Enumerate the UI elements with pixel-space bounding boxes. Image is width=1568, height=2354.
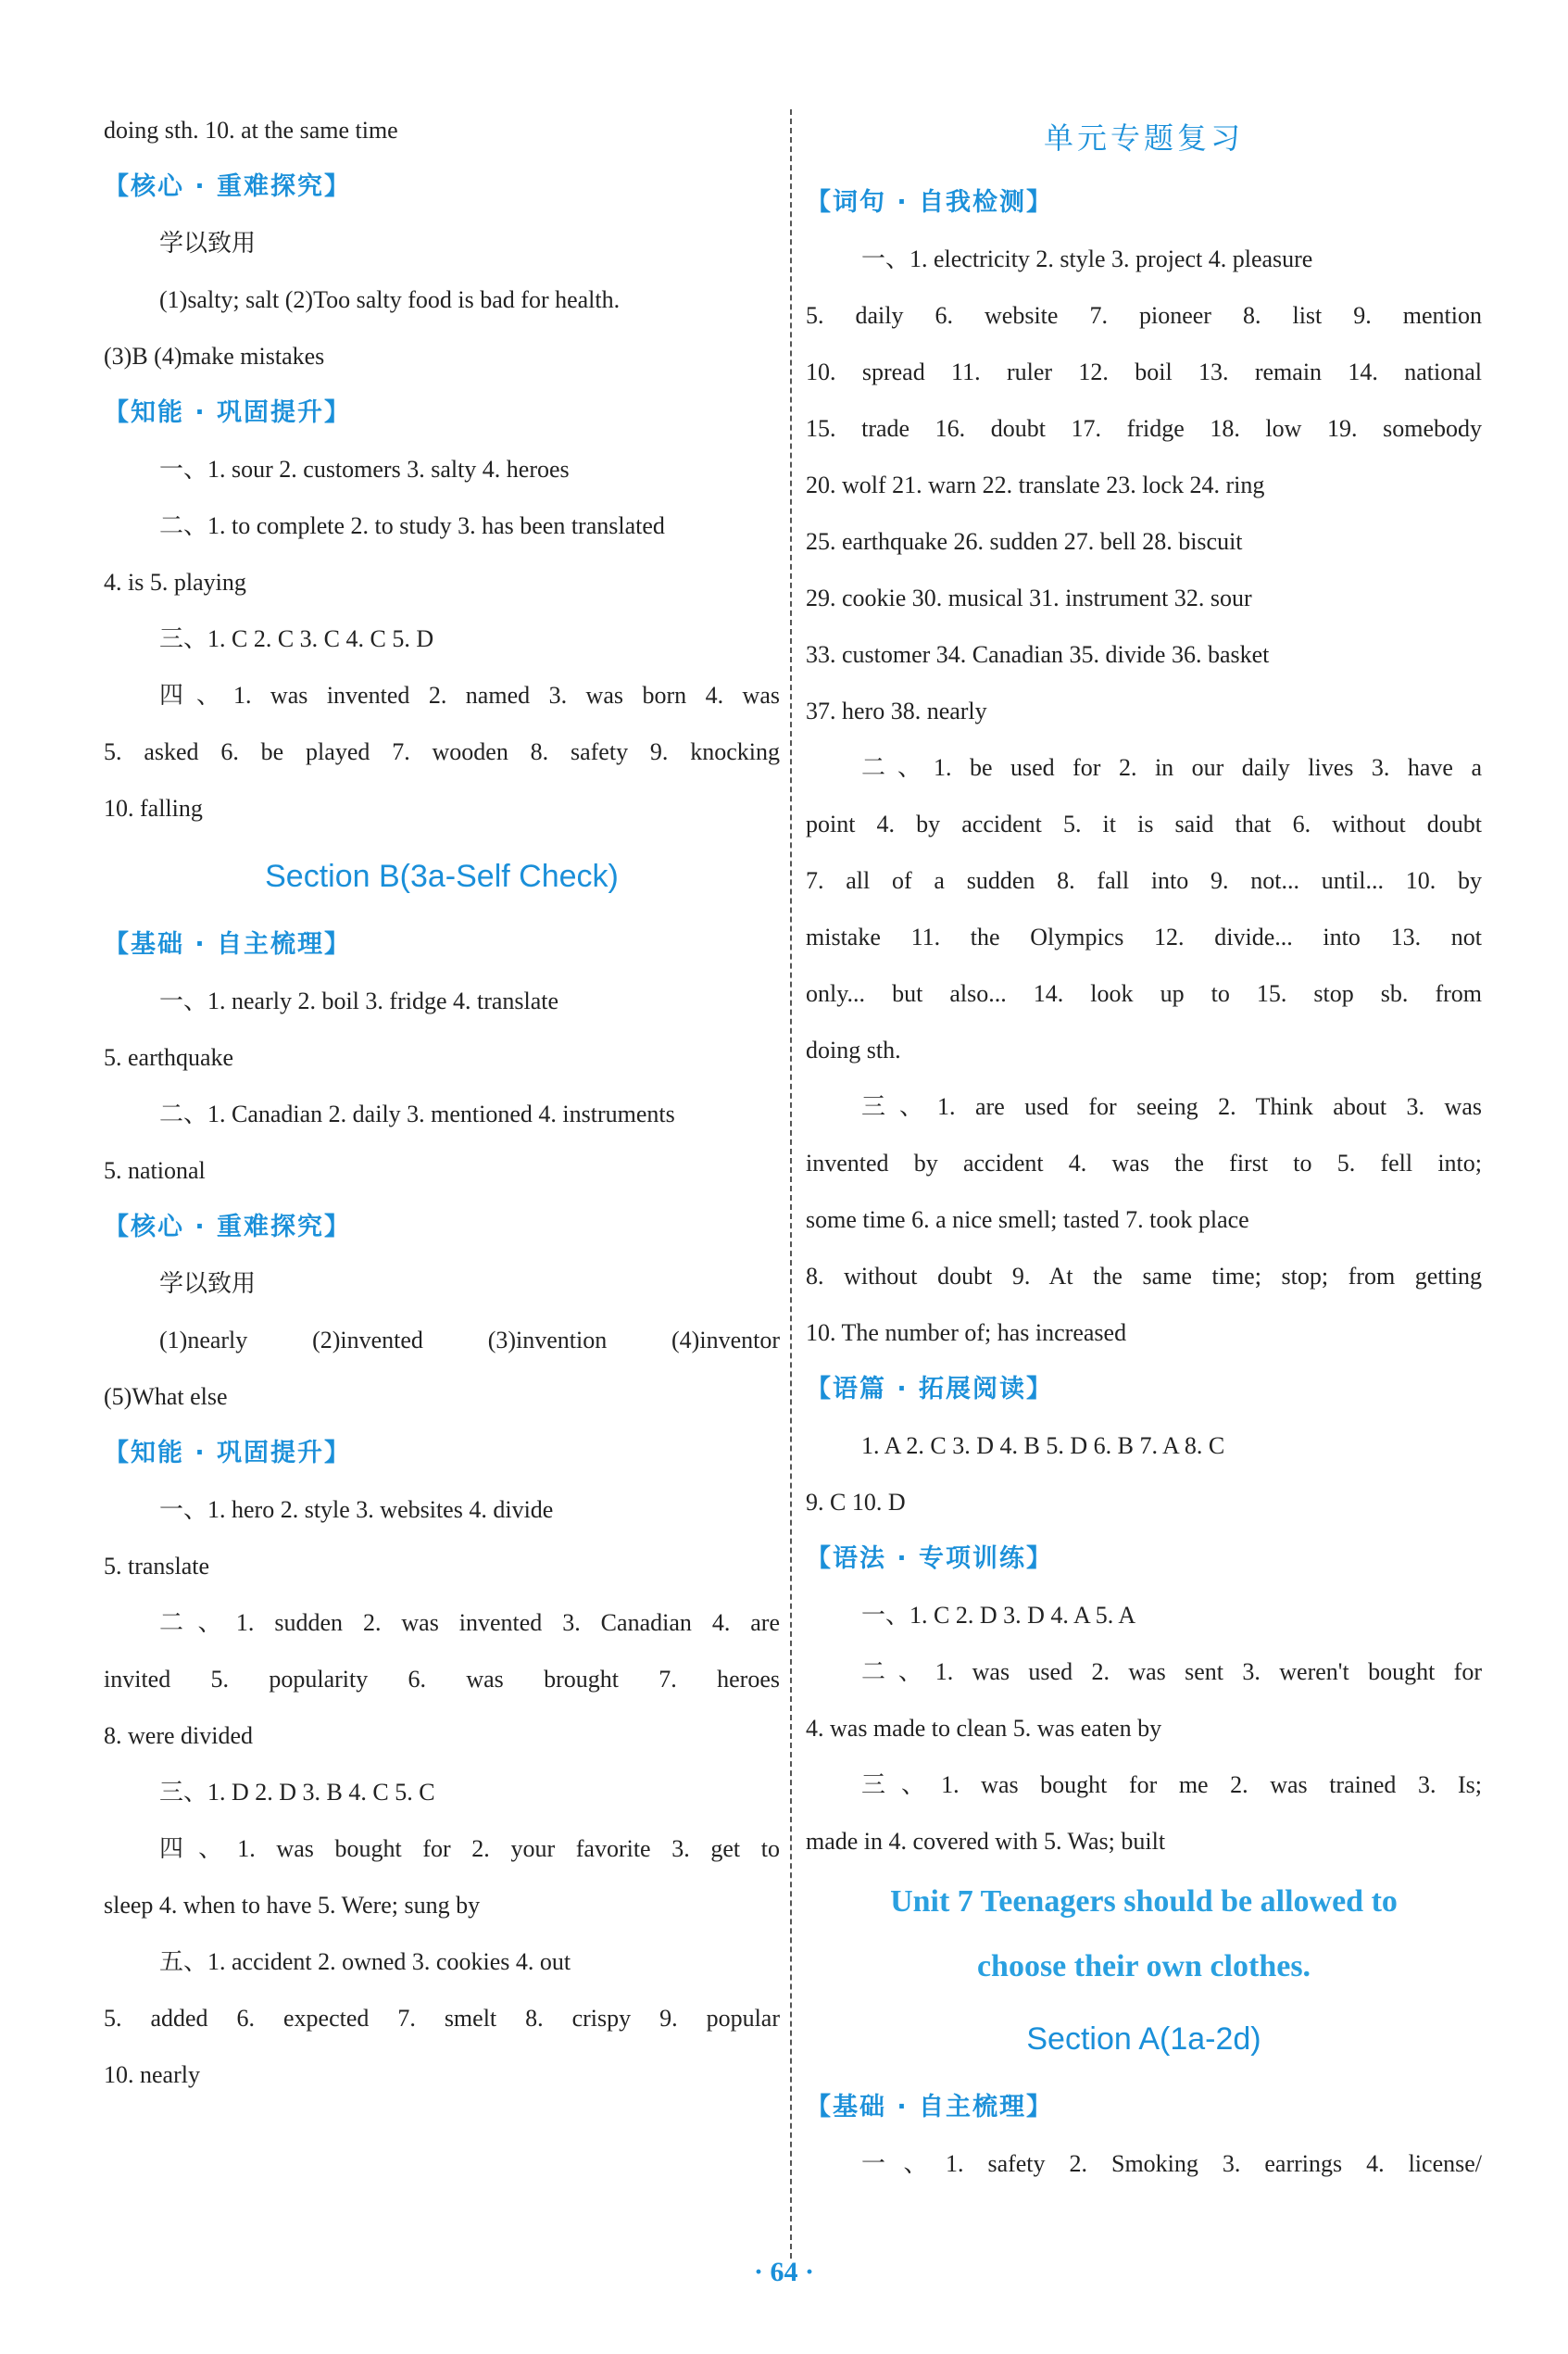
answer-line: 三、1. was bought for me 2. was trained 3. Is; [861,1771,1482,1798]
answer-line: 二、1. be used for 2. in our daily lives 3. have a [861,754,1482,781]
section-header: 【词句 · 自我检测】 [806,188,1054,217]
answer-line: 5. daily 6. website 7. pioneer 8. list 9. mention [806,302,1482,329]
answer-line: 一、1. electricity 2. style 3. project 4. pleasure [861,245,1313,272]
section-title: Section A(1a-2d) [1026,2021,1261,2057]
answer-line: 5. national [104,1157,206,1184]
section-header: 【基础 · 自主梳理】 [104,930,352,959]
answer-line: 20. wolf 21. warn 22. translate 23. lock 24. ring [806,472,1265,498]
answer-line: only... but also... 14. look up to 15. stop sb. from [806,980,1482,1007]
answer-line: 5. asked 6. be played 7. wooden 8. safety 9. knocking [104,738,780,765]
answer-line: 一、1. hero 2. style 3. websites 4. divide [159,1496,554,1523]
answer-line: 8. without doubt 9. At the same time; stop; from getting [806,1263,1482,1290]
answer-line: 10. falling [104,795,203,822]
right-column [806,102,1482,2192]
answer-line: 9. C 10. D [806,1489,906,1516]
answer-line: sleep 4. when to have 5. Were; sung by [104,1892,481,1919]
section-header: 【核心 · 重难探究】 [104,1213,352,1241]
answer-line: 三、1. C 2. C 3. C 4. C 5. D [159,625,434,652]
answer-line: 5. earthquake [104,1044,234,1071]
section-header: 【语法 · 专项训练】 [806,1544,1054,1573]
answer-line: invented by accident 4. was the first to 5. fell into; [806,1150,1482,1177]
section-title: Section B(3a-Self Check) [265,859,619,894]
answer-line: 一、1. C 2. D 3. D 4. A 5. A [861,1602,1136,1629]
section-header: 【基础 · 自主梳理】 [806,2093,1054,2121]
unit-title: choose their own clothes. [976,1949,1311,1983]
answer-line: (1)salty; salt (2)Too salty food is bad for health. [159,286,621,313]
answer-line: 29. cookie 30. musical 31. instrument 32. sour [806,585,1252,611]
answer-line: 二、1. Canadian 2. daily 3. mentioned 4. instruments [159,1101,675,1127]
unit-review-title: 单元专题复习 [1043,120,1244,156]
answer-line: (3)B (4)make mistakes [104,343,325,370]
left-column [104,102,780,2103]
answer-line: mistake 11. the Olympics 12. divide... into 13. not [806,924,1482,950]
answer-line: 33. customer 34. Canadian 35. divide 36. basket [806,641,1270,668]
answer-line: 一、1. sour 2. customers 3. salty 4. heroes [159,456,570,483]
answer-line: 三、1. are used for seeing 2. Think about 3. was [861,1093,1482,1120]
answer-line: 8. were divided [104,1722,254,1749]
answer-line: 四、1. was invented 2. named 3. was born 4. was [159,682,780,709]
answer-line: doing sth. [806,1037,901,1064]
answer-line: 二、1. sudden 2. was invented 3. Canadian 4. are [159,1609,780,1636]
page-number: · 64 · [753,2257,814,2287]
answer-line: (1)nearly (2)invented (3)invention (4)inventor [159,1327,780,1353]
answer-line: (5)What else [104,1383,228,1410]
answer-line: 二、1. was used 2. was sent 3. weren't bought for [861,1658,1482,1685]
answer-line: 四、1. was bought for 2. your favorite 3. get to [159,1835,780,1862]
answer-line: 5. translate [104,1553,210,1580]
answer-line: 7. all of a sudden 8. fall into 9. not... until... 10. by [806,867,1482,894]
answer-line: 三、1. D 2. D 3. B 4. C 5. C [159,1779,435,1806]
section-header: 【语篇 · 拓展阅读】 [806,1375,1054,1404]
answer-line: 一、1. safety 2. Smoking 3. earrings 4. license/ [861,2150,1482,2177]
answer-line: 37. hero 38. nearly [806,698,987,724]
answer-line: 5. added 6. expected 7. smelt 8. crispy 9. popular [104,2005,780,2032]
answer-line: 1. A 2. C 3. D 4. B 5. D 6. B 7. A 8. C [861,1432,1225,1459]
answer-line: 学以致用 [159,230,257,257]
answer-line: made in 4. covered with 5. Was; built [806,1828,1166,1855]
section-header: 【核心 · 重难探究】 [104,172,352,201]
answer-line: invited 5. popularity 6. was brought 7. heroes [104,1666,780,1693]
answer-line: 二、1. to complete 2. to study 3. has been translated [159,512,665,539]
answer-line: 10. spread 11. ruler 12. boil 13. remain 14. national [806,359,1482,385]
answer-line: point 4. by accident 5. it is said that 6. without doubt [806,811,1482,837]
answer-line: 10. nearly [104,2061,200,2088]
answer-line: doing sth. 10. at the same time [104,117,398,144]
answer-line: 4. is 5. playing [104,569,246,596]
section-header: 【知能 · 巩固提升】 [104,1439,352,1467]
unit-title: Unit 7 Teenagers should be allowed to [890,1884,1398,1919]
answer-line: 一、1. nearly 2. boil 3. fridge 4. translate [159,988,559,1014]
answer-line: 25. earthquake 26. sudden 27. bell 28. biscuit [806,528,1243,555]
answer-line: 4. was made to clean 5. was eaten by [806,1715,1162,1742]
column-divider [790,109,792,2259]
section-header: 【知能 · 巩固提升】 [104,398,352,427]
answer-line: 10. The number of; has increased [806,1319,1127,1346]
answer-line: 五、1. accident 2. owned 3. cookies 4. out [159,1948,571,1975]
answer-line: 15. trade 16. doubt 17. fridge 18. low 19. somebody [806,415,1482,442]
answer-line: some time 6. a nice smell; tasted 7. took place [806,1206,1249,1233]
answer-line: 学以致用 [159,1270,257,1297]
